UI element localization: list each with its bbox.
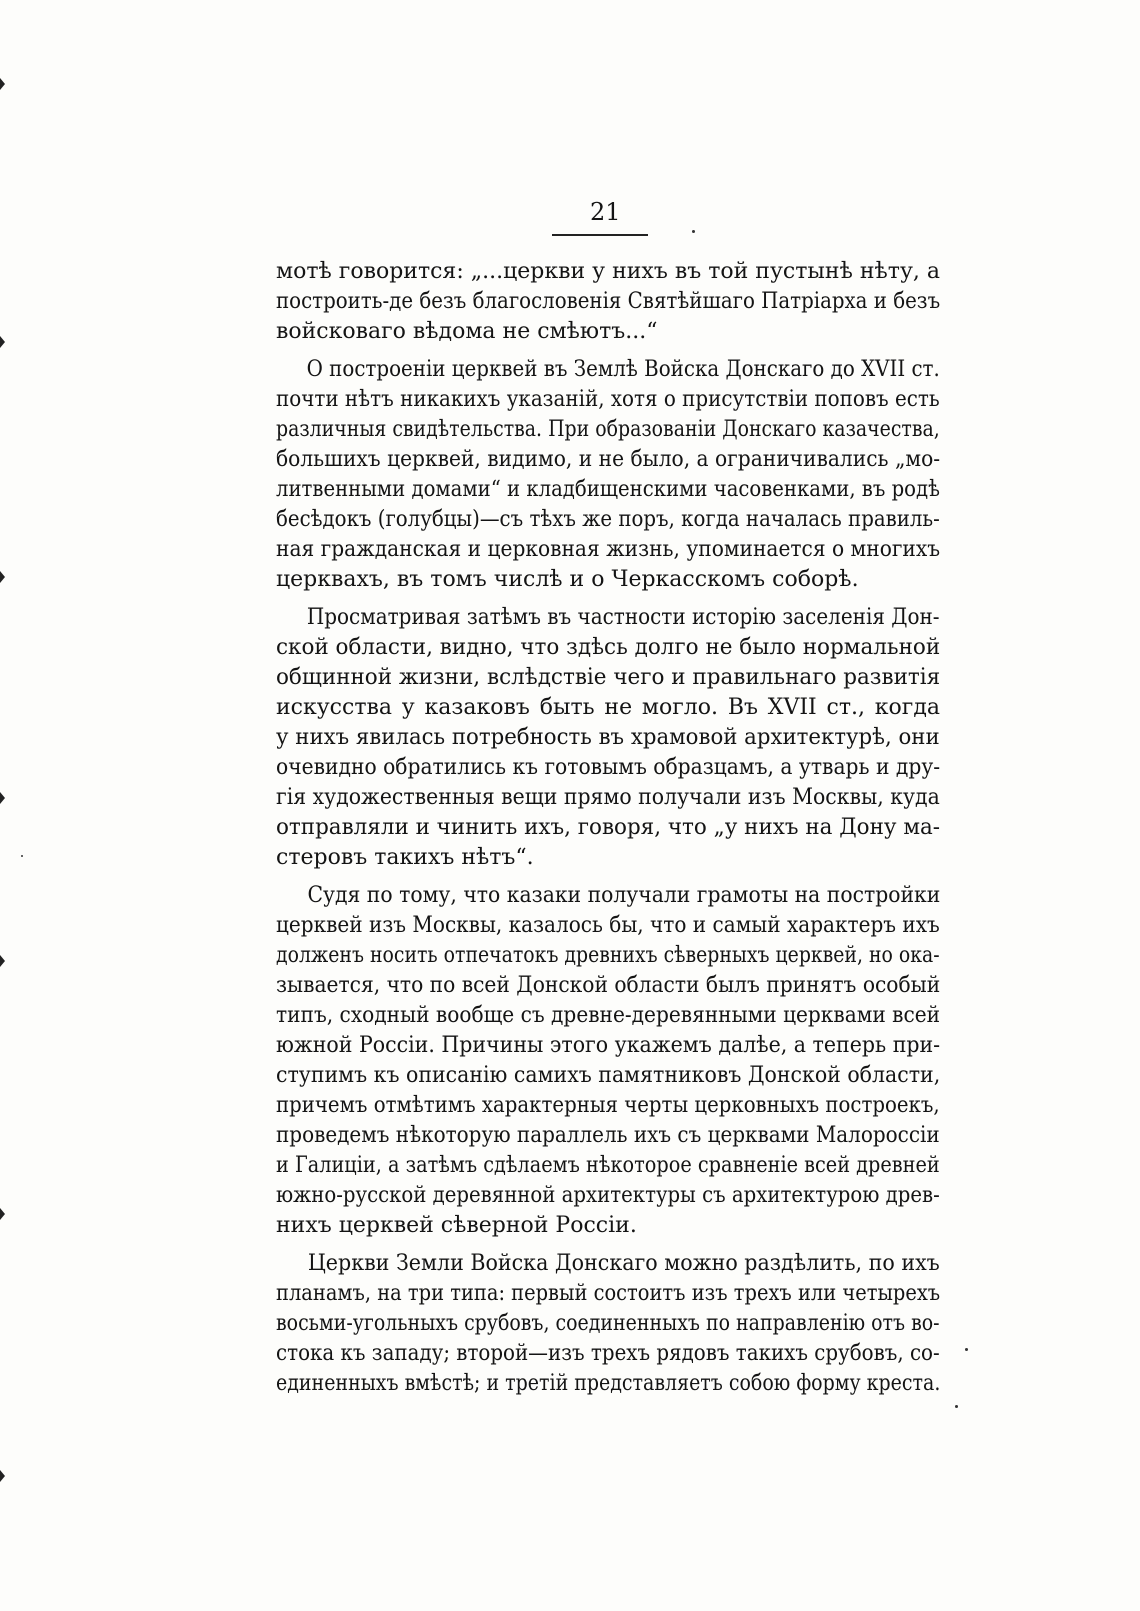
text-line: очевидно обратились къ готовымъ образцамъ, а утварь и дру- [276,755,941,780]
text-line: литвенными домами“ и кладбищенскими часовенками, въ родѣ [276,477,940,502]
text-line: церквахъ, въ томъ числѣ и о Черкасскомъ соборѣ. [276,567,859,592]
text-line: гія художественныя вещи прямо получали изъ Москвы, куда [276,785,940,810]
text-line: О построеніи церквей въ Землѣ Войска Донскаго до XVII ст. [306,357,940,382]
text-line: ступимъ къ описанію самихъ памятниковъ Донской области, [276,1063,941,1088]
text-line: мотѣ говорится: „...церкви у нихъ въ той пустынѣ нѣту, а [276,259,940,284]
text-line: восьми-угольныхъ срубовъ, соединенныхъ по направленію отъ во- [276,1311,940,1336]
binding-mark [0,571,5,583]
paragraph-gap [276,1241,940,1249]
text-line: почти нѣтъ никакихъ указаній, хотя о присутствіи поповъ есть [276,387,940,412]
text-line: Судя по тому, что казаки получали грамоты на постройки [307,883,941,908]
paragraph-gap [276,347,940,355]
text-line: южно-русской деревянной архитектуры съ архитектурою древ- [276,1183,940,1208]
paragraph [276,1249,940,1399]
text-line: ная гражданская и церковная жизнь, упоминается о многихъ [276,537,941,562]
paragraph-gap [276,873,940,881]
text-line: различныя свидѣтельства. При образованіи Донскаго казачества, [276,417,940,442]
text-line: построить-де безъ благословенія Святѣйшаго Патріарха и безъ [276,289,941,314]
binding-mark [0,1470,5,1482]
paragraph [276,355,940,595]
text-line: общинной жизни, вслѣдствіе чего и правильнаго развитія [276,665,941,690]
text-line: ской области, видно, что здѣсь долго не было нормальной [276,635,941,660]
paragraph [276,603,940,873]
paragraph [276,257,940,347]
text-line: и Галиціи, а затѣмъ сдѣлаемъ нѣкоторое сравненіе всей древней [276,1153,940,1178]
binding-mark [0,1208,5,1220]
scan-speck [21,855,23,857]
text-line: церквей изъ Москвы, казалось бы, что и самый характеръ ихъ [276,913,940,938]
text-line: Просматривая затѣмъ въ частности исторію заселенія Дон- [306,605,940,630]
text-line: южной Россіи. Причины этого укажемъ далѣе, а теперь при- [276,1033,941,1058]
text-line: отправляли и чинить ихъ, говоря, что „у нихъ на Дону ма- [276,815,941,840]
text-line: планамъ, на три типа: первый состоитъ изъ трехъ или четырехъ [276,1281,941,1306]
page-number: 21 [590,198,621,226]
text-line: долженъ носить отпечатокъ древнихъ сѣверныхъ церквей, но ока- [276,943,940,968]
scan-speck [965,1348,968,1351]
header-rule [552,234,648,236]
text-line: стеровъ такихъ нѣтъ“. [276,845,534,870]
text-line: у нихъ явилась потребность въ храмовой архитектурѣ, они [276,725,940,750]
text-line: причемъ отмѣтимъ характерныя черты церковныхъ построекъ, [276,1093,940,1118]
text-line: большихъ церквей, видимо, и не было, а ограничивались „мо- [276,447,941,472]
scan-speck [692,230,695,233]
body-text [276,257,940,1399]
text-line: зывается, что по всей Донской области былъ принятъ особый [276,973,941,998]
paragraph-gap [276,595,940,603]
binding-mark [0,336,5,348]
binding-mark [0,955,5,967]
text-line: нихъ церквей сѣверной Россіи. [276,1213,637,1238]
text-line: искусства у казаковъ быть не могло. Въ XVII ст., когда [276,695,940,720]
scan-speck [955,1405,958,1408]
text-line: проведемъ нѣкоторую параллель ихъ съ церквами Малороссіи [276,1123,940,1148]
text-line: бесѣдокъ (голубцы)—съ тѣхъ же поръ, когда началась правиль- [276,507,940,532]
text-line: войсковаго вѣдома не смѣютъ...“ [276,319,658,344]
text-line: типъ, сходный вообще съ древне-деревянными церквами всей [276,1003,941,1028]
paragraph [276,881,940,1241]
text-line: стока къ западу; второй—изъ трехъ рядовъ такихъ срубовъ, со- [276,1341,940,1366]
binding-mark [0,78,5,90]
text-line: единенныхъ вмѣстѣ; и третій представляетъ собою форму креста. [276,1371,941,1396]
text-line: Церкви Земли Войска Донскаго можно раздѣлить, по ихъ [307,1251,940,1276]
binding-mark [0,792,5,804]
